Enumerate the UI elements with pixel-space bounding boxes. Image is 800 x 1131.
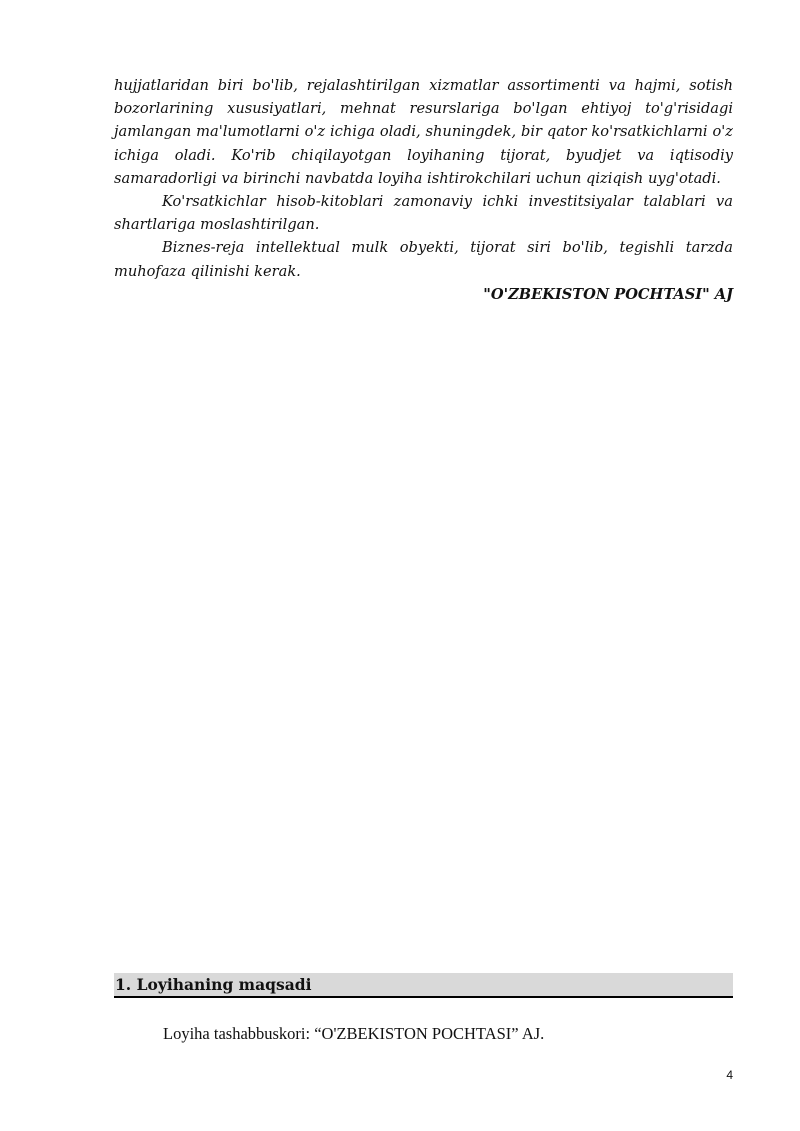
company-signature: "O'ZBEKISTON POCHTASI" AJ [483, 285, 733, 303]
section-heading [114, 973, 733, 998]
indicators-paragraph: Ko'rsatkichlar hisob-kitoblari zamonaviy ichki investitsiyalar talablari va shartlariga moslashtirilgan. [114, 193, 733, 234]
page-number: 4 [726, 1068, 733, 1082]
confidentiality-paragraph: Biznes-reja intellektual mulk obyekti, tijorat siri bo'lib, tegishli tarzda muhofaza qilinishi kerak. [114, 239, 733, 280]
project-initiator-text: Loyiha tashabbuskori: “O'ZBEKISTON POCHTASI” AJ. [163, 1024, 545, 1043]
section-heading-text: 1. Loyihaning maqsadi [115, 975, 312, 994]
intro-text-block [114, 74, 733, 306]
intro-paragraph: hujjatlaridan biri bo'lib, rejalashtirilgan xizmatlar assortimenti va hajmi, sotish bozorlarining xususiyatlari, mehnat resurslariga bo'lgan ehtiyoj to'g'risidagi jamlangan ma'lumotlarni o'z ichiga oladi, shuningdek, bir qator ko'rsatkichlarni o'z ichiga oladi. Ko'rib chiqilayotgan loyihaning tijorat, byudjet va iqtisodiy samaradorligi va birinchi navbatda loyiha ishtirokchilari uchun qiziqish uyg'otadi. [114, 77, 733, 187]
